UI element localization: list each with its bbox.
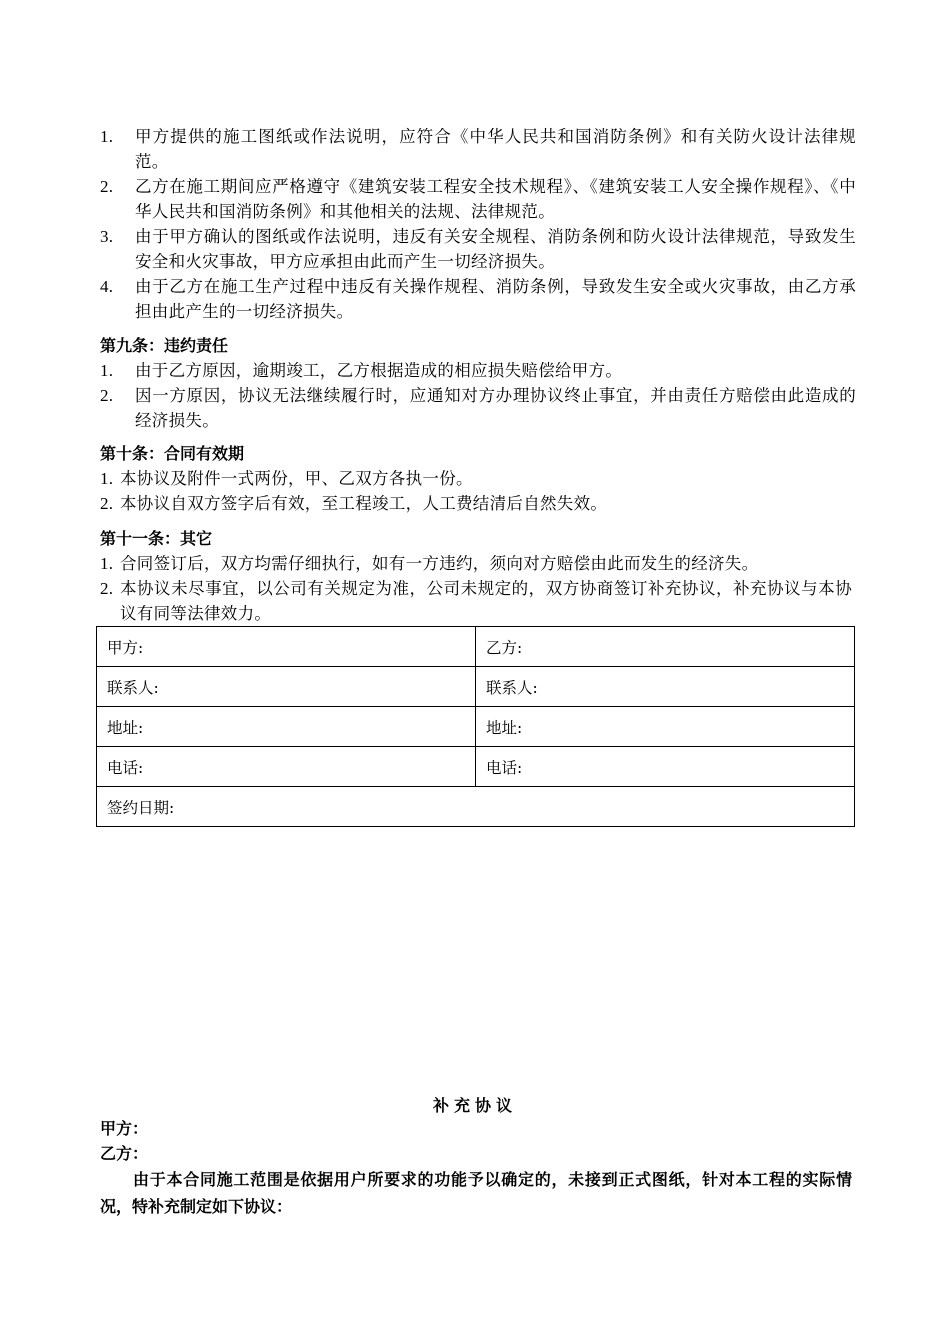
supplement-party-b: 乙方： [100,1144,149,1163]
item-text: 由于乙方原因，逾期竣工，乙方根据造成的相应损失赔偿给甲方。 [135,361,623,380]
supplement-body [100,1116,856,1220]
list-item [100,551,856,576]
item-text: 本协议未尽事宜，以公司有关规定为准，公司未规定的，双方协商签订补充协议，补充协议与本协议有同等法律效力。 [120,579,852,623]
section-eleven [100,526,856,626]
item-number: 2. [100,177,114,196]
contact-b-cell: 联系人: [476,667,855,707]
item-number: 1. [100,127,114,146]
supplement-party-a: 甲方： [100,1119,149,1138]
list-item [100,466,856,491]
table-row [97,787,855,827]
section-heading: 第十一条：其它 [100,529,213,548]
item-number: 1. [100,554,114,573]
item-number: 1. [100,469,114,488]
supplement-paragraph: 由于本合同施工范围是依据用户所要求的功能予以确定的，未接到正式图纸，针对本工程的实际情况，特补充制定如下协议： [100,1170,852,1216]
list-item [100,174,856,224]
item-text: 甲方提供的施工图纸或作法说明，应符合《中华人民共和国消防条例》和有关防火设计法律规范。 [135,127,856,171]
table-row [97,627,855,667]
list-item [100,224,856,274]
section-heading: 第十条：合同有效期 [100,444,245,463]
table-row [97,707,855,747]
item-text: 由于甲方确认的图纸或作法说明，违反有关安全规程、消防条例和防火设计法律规范，导致发生安全和火灾事故，甲方应承担由此而产生一切经济损失。 [135,227,856,271]
item-number: 1. [100,361,114,380]
section-heading: 第九条：违约责任 [100,336,229,355]
section-ten [100,441,856,516]
phone-a-cell: 电话: [97,747,476,787]
item-text: 乙方在施工期间应严格遵守《建筑安装工程安全技术规程》、《建筑安装工人安全操作规程》、《中华人民共和国消防条例》和其他相关的法规、法律规范。 [135,177,856,221]
list-item [100,491,856,516]
item-text: 由于乙方在施工生产过程中违反有关操作规程、消防条例，导致发生安全或火灾事故，由乙方承担由此产生的一切经济损失。 [135,277,856,321]
phone-b-cell: 电话: [476,747,855,787]
party-b-cell: 乙方: [476,627,855,667]
signature-table [96,626,855,827]
item-text: 本协议自双方签字后有效，至工程竣工，人工费结清后自然失效。 [120,494,608,513]
item-text: 因一方原因，协议无法继续履行时，应通知对方办理协议终止事宜，并由责任方赔偿由此造成的经济损失。 [135,386,856,430]
table-row [97,747,855,787]
contact-a-cell: 联系人: [97,667,476,707]
item-number: 2. [100,386,114,405]
address-a-cell: 地址: [97,707,476,747]
list-item [100,383,856,433]
supplement-title: 补充协议 [432,1096,517,1115]
safety-clauses-list [100,124,856,324]
item-number: 3. [100,227,114,246]
item-number: 2. [100,494,114,513]
item-text: 本协议及附件一式两份，甲、乙双方各执一份。 [120,469,473,488]
list-item [100,274,856,324]
list-item [100,576,856,626]
address-b-cell: 地址: [476,707,855,747]
sign-date-cell: 签约日期: [97,787,855,827]
item-text: 合同签订后，双方均需仔细执行，如有一方违约，须向对方赔偿由此而发生的经济失。 [120,554,759,573]
list-item [100,358,856,383]
item-number: 2. [100,579,114,598]
table-row [97,667,855,707]
section-nine [100,333,856,433]
item-number: 4. [100,277,114,296]
party-a-cell: 甲方: [97,627,476,667]
list-item [100,124,856,174]
